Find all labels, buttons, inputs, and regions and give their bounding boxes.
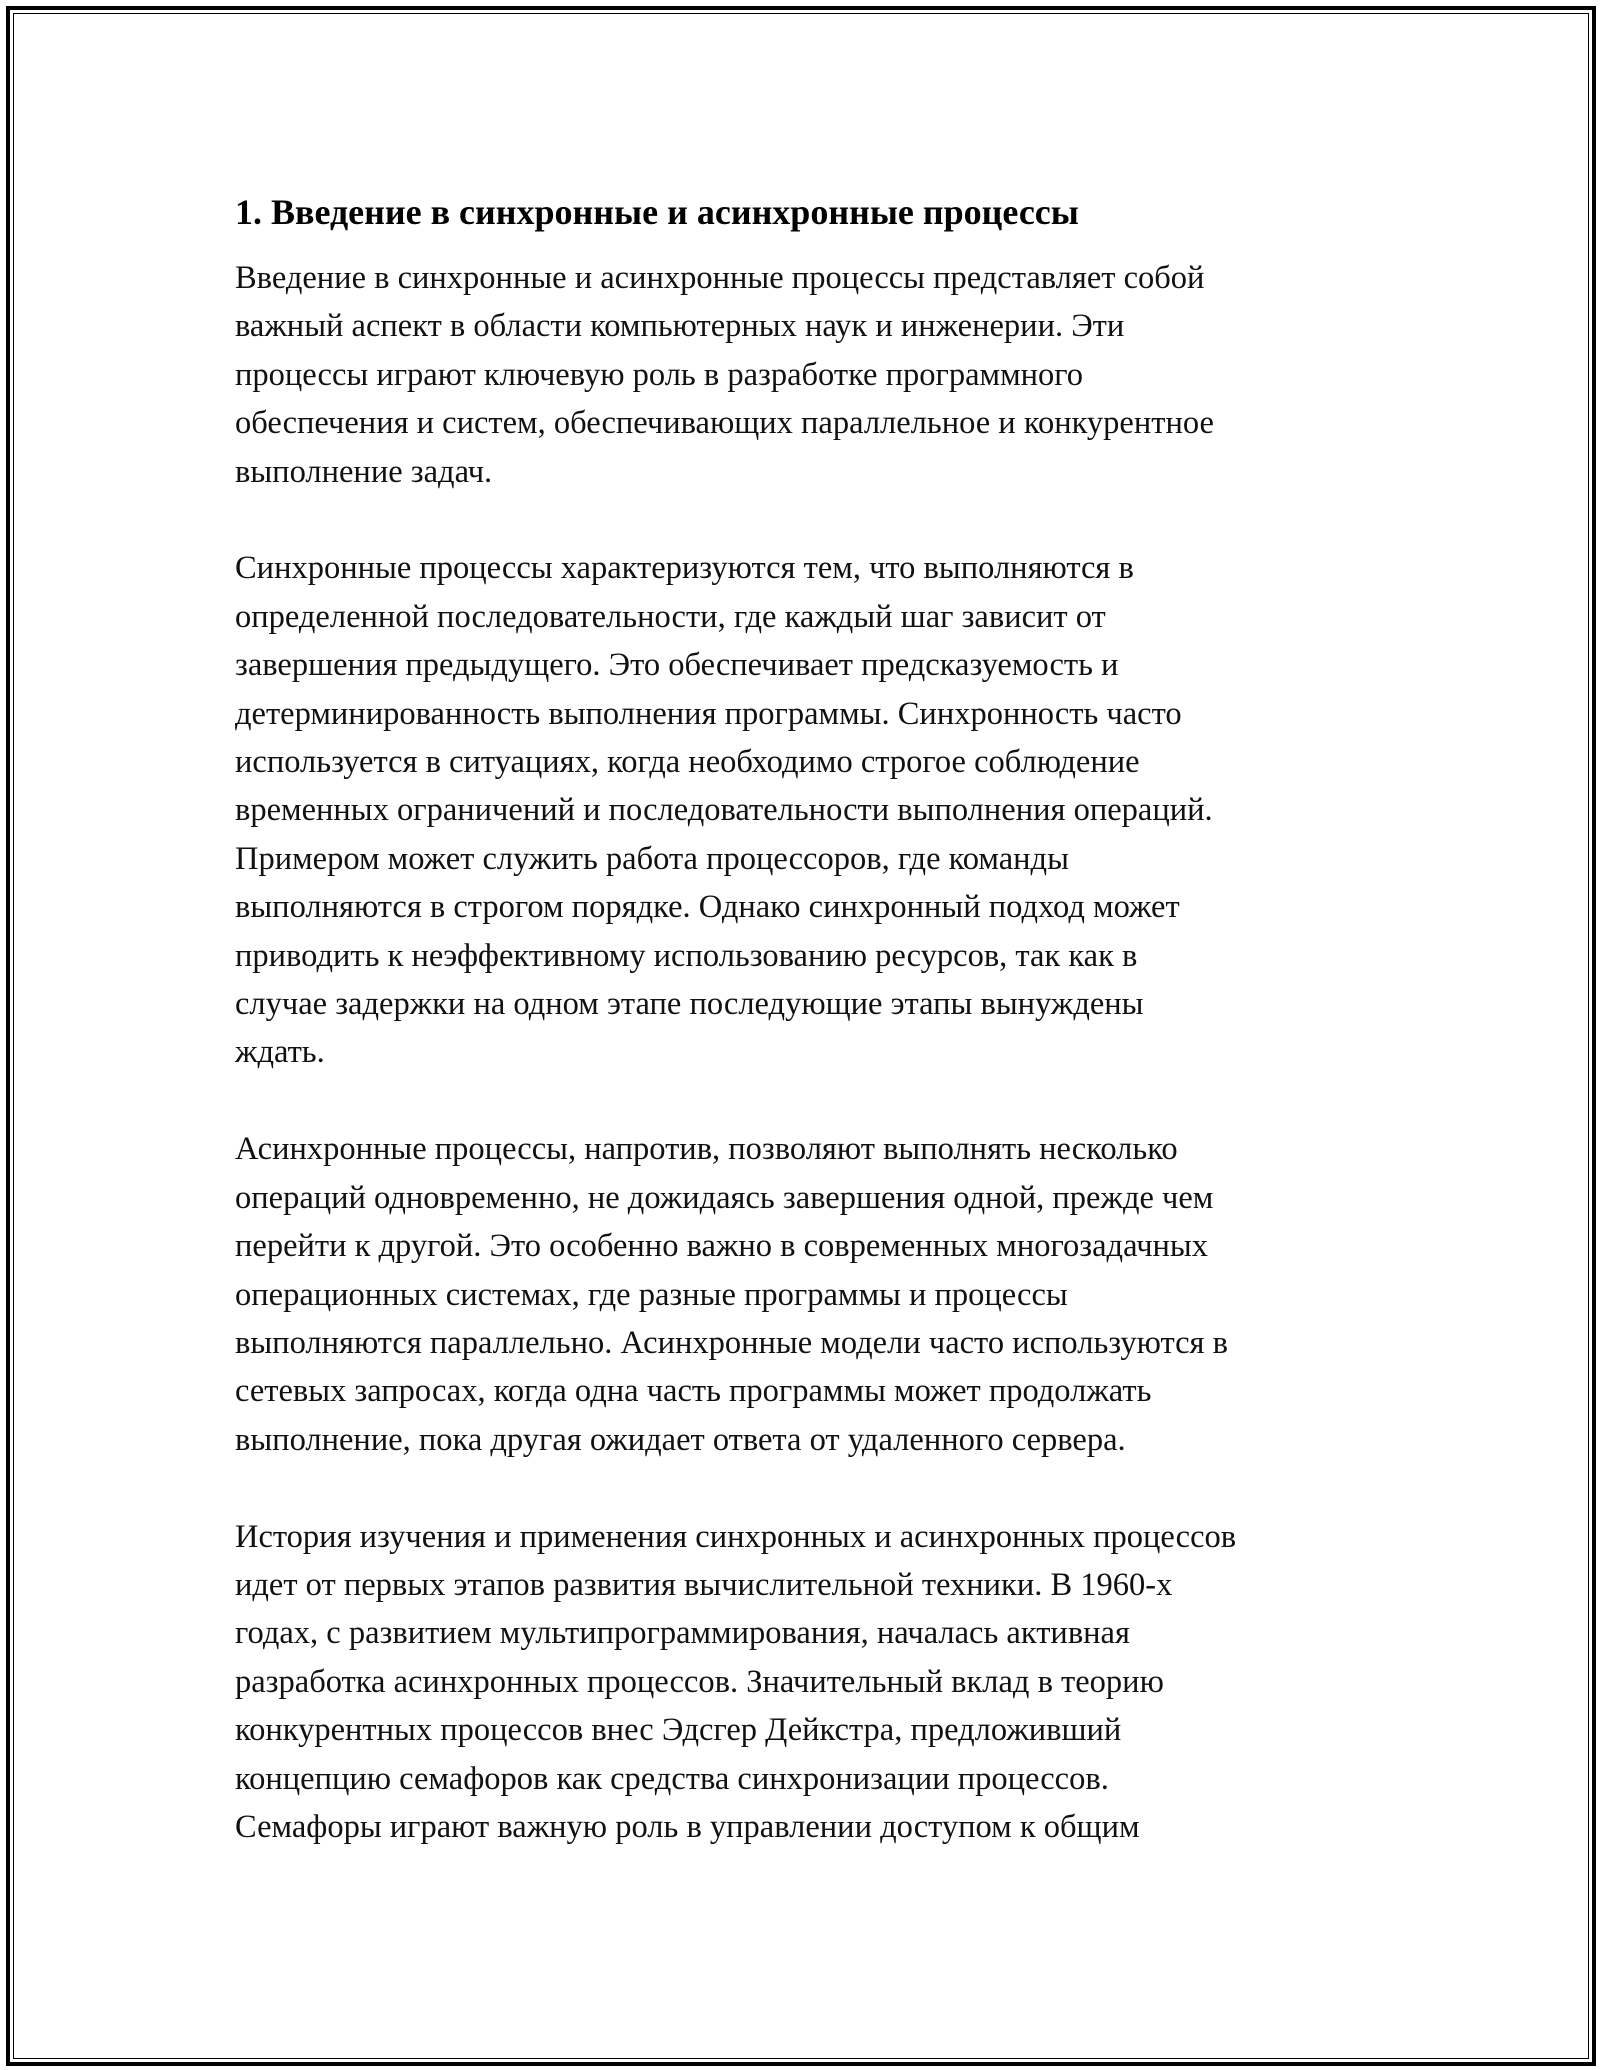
document-body [235,188,1415,1900]
section-heading: 1. Введение в синхронные и асинхронные процессы [235,192,1079,232]
paragraph-asynchronous: Асинхронные процессы, напротив, позволяют выполнять несколько операций одновременно, не дожидаясь завершения одной, прежде чем перейти к другой. Это особенно важно в современных многозадачных операционных системах, где разные программы и процессы выполняются параллельно. Асинхронные модели часто используются в сетевых запросах, когда одна часть программы может продолжать выполнение, пока другая ожидает ответа от удаленного сервера. [235,1131,1228,1458]
paragraph-history: История изучения и применения синхронных и асинхронных процессов идет от первых этапов развития вычислительной техники. В 1960-х годах, с развитием мультипрограммирования, началась активная разработка асинхронных процессов. Значительный вклад в теорию конкурентных процессов внес Эдсгер Дейкстра, предложивший концепцию семафоров как средства синхронизации процессов. Семафоры играют важную роль в управлении доступом к общим [235,1518,1237,1845]
paragraph-synchronous: Синхронные процессы характеризуются тем, что выполняются в определенной последовательности, где каждый шаг зависит от завершения предыдущего. Это обеспечивает предсказуемость и детерминированность выполнения программы. Синхронность часто используется в ситуациях, когда необходимо строгое соблюдение временных ограничений и последовательности выполнения операций. Примером может служить работа процессоров, где команды выполняются в строгом порядке. Однако синхронный подход может приводить к неэффективному использованию ресурсов, так как в случае задержки на одном этапе последующие этапы вынуждены ждать. [235,550,1213,1071]
paragraph-intro: Введение в синхронные и асинхронные процессы представляет собой важный аспект в области компьютерных наук и инженерии. Эти процессы играют ключевую роль в разработке программного обеспечения и систем, обеспечивающих параллельное и конкурентное выполнение задач. [235,260,1214,490]
